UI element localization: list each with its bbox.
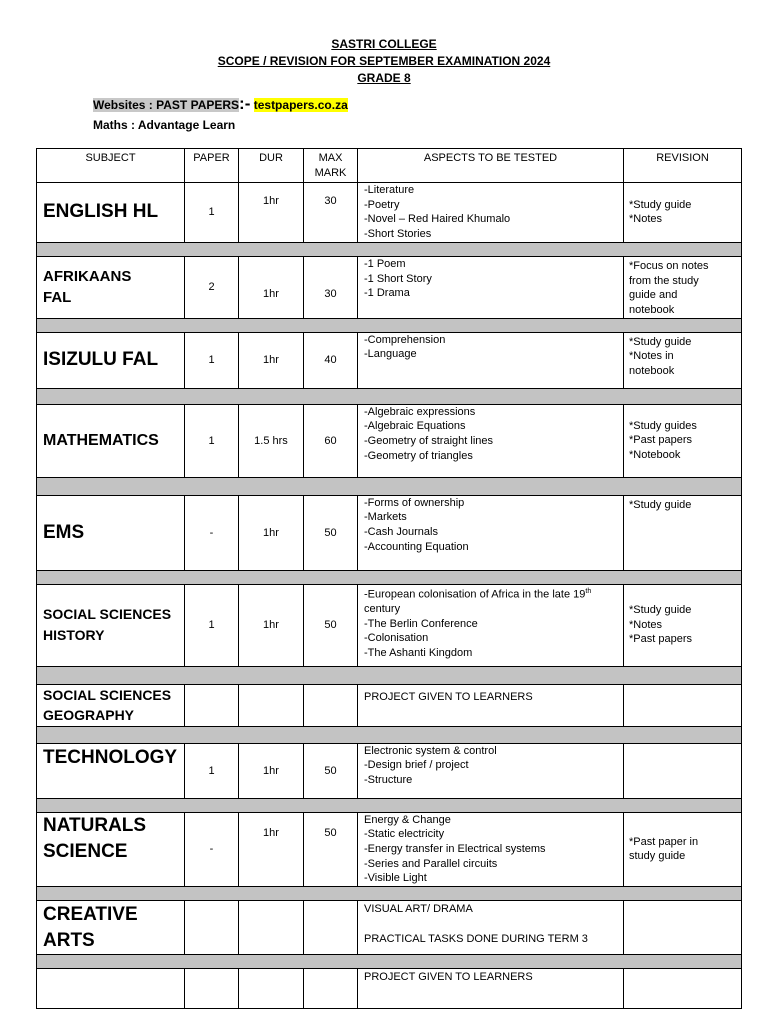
paper-cell: 1 (185, 584, 239, 666)
revision-cell: *Study guide *Notes *Past papers (624, 584, 742, 666)
dur-cell: 1hr (239, 256, 304, 318)
separator-row (37, 388, 742, 404)
separator-row (37, 570, 742, 584)
dur-cell: 1hr (239, 495, 304, 570)
header-dur: DUR (239, 149, 304, 183)
aspects-cell: -Comprehension -Language (358, 332, 624, 388)
dur-cell: 1hr (239, 332, 304, 388)
table-row (37, 404, 742, 477)
subject-cell: MATHEMATICS (37, 404, 185, 477)
scope-table (36, 148, 742, 1009)
separator-row (37, 318, 742, 332)
maths-note: Maths : Advantage Learn (93, 118, 236, 132)
subject-cell: SOCIAL SCIENCES HISTORY (37, 584, 185, 666)
paper-cell: 1 (185, 183, 239, 243)
subject-cell: SOCIAL SCIENCES GEOGRAPHY (37, 684, 185, 726)
paper-cell: 1 (185, 743, 239, 798)
revision-cell: *Study guides *Past papers *Notebook (624, 404, 742, 477)
table-row (37, 332, 742, 388)
separator-row (37, 666, 742, 684)
table-header-row (37, 149, 742, 183)
subject-cell: NATURALS SCIENCE (37, 812, 185, 887)
max-mark-cell: 50 (304, 812, 358, 887)
subject-cell: ISIZULU FAL (37, 332, 185, 388)
aspects-cell: -1 Poem -1 Short Story -1 Drama (358, 256, 624, 318)
aspects-cell: Energy & Change -Static electricity -Energy transfer in Electrical systems -Series and Parallel circuits -Visible Light (358, 812, 624, 887)
dur-cell: 1hr (239, 584, 304, 666)
paper-cell (185, 969, 239, 1009)
max-mark-cell (304, 969, 358, 1009)
subject-cell: AFRIKAANS FAL (37, 256, 185, 318)
revision-cell: *Past paper in study guide (624, 812, 742, 887)
max-mark-cell (304, 684, 358, 726)
header-revision: REVISION (624, 149, 742, 183)
subject-cell: CREATIVE ARTS (37, 901, 185, 955)
table-row (37, 743, 742, 798)
table-row (37, 969, 742, 1009)
revision-cell: *Study guide *Notes in notebook (624, 332, 742, 388)
dur-cell: 1hr (239, 183, 304, 243)
separator-row (37, 477, 742, 495)
separator-row (37, 887, 742, 901)
table-row (37, 183, 742, 243)
paper-cell: 1 (185, 404, 239, 477)
aspects-cell: VISUAL ART/ DRAMA PRACTICAL TASKS DONE DURING TERM 3 (358, 901, 624, 955)
header-aspects: ASPECTS TO BE TESTED (358, 149, 624, 183)
revision-cell (624, 901, 742, 955)
max-mark-cell: 50 (304, 495, 358, 570)
table-row (37, 812, 742, 887)
websites-separator: :- (239, 94, 251, 113)
paper-cell: - (185, 812, 239, 887)
max-mark-cell: 40 (304, 332, 358, 388)
table-row (37, 684, 742, 726)
aspects-cell: PROJECT GIVEN TO LEARNERS (358, 684, 624, 726)
separator-row (37, 242, 742, 256)
dur-cell (239, 969, 304, 1009)
separator-row (37, 798, 742, 812)
dur-cell: 1hr (239, 743, 304, 798)
table-row (37, 495, 742, 570)
paper-cell (185, 684, 239, 726)
max-mark-cell: 30 (304, 256, 358, 318)
aspects-cell: -Algebraic expressions -Algebraic Equations -Geometry of straight lines -Geometry of triangles (358, 404, 624, 477)
revision-cell: *Focus on notes from the study guide and notebook (624, 256, 742, 318)
max-mark-cell: 50 (304, 743, 358, 798)
subject-cell: TECHNOLOGY (37, 743, 185, 798)
revision-cell (624, 969, 742, 1009)
max-mark-cell (304, 901, 358, 955)
revision-cell: *Study guide *Notes (624, 183, 742, 243)
table-row (37, 256, 742, 318)
grade-label: GRADE 8 (357, 71, 411, 85)
dur-cell (239, 901, 304, 955)
header-max-mark: MAX MARK (304, 149, 358, 183)
paper-cell: - (185, 495, 239, 570)
school-name: SASTRI COLLEGE (331, 37, 437, 51)
max-mark-cell: 50 (304, 584, 358, 666)
revision-cell (624, 743, 742, 798)
dur-cell: 1hr (239, 812, 304, 887)
websites-link[interactable]: testpapers.co.za (253, 98, 348, 112)
subject-cell (37, 969, 185, 1009)
paper-cell (185, 901, 239, 955)
subject-cell: EMS (37, 495, 185, 570)
table-row (37, 584, 742, 666)
dur-cell (239, 684, 304, 726)
max-mark-cell: 30 (304, 183, 358, 243)
max-mark-cell: 60 (304, 404, 358, 477)
header-subject: SUBJECT (37, 149, 185, 183)
aspects-cell: PROJECT GIVEN TO LEARNERS (358, 969, 624, 1009)
header-paper: PAPER (185, 149, 239, 183)
separator-row (37, 955, 742, 969)
websites-label: Websites : PAST PAPERS (93, 98, 240, 112)
dur-cell: 1.5 hrs (239, 404, 304, 477)
separator-row (37, 726, 742, 743)
paper-cell: 1 (185, 332, 239, 388)
websites-line (93, 95, 348, 114)
document-title: SCOPE / REVISION FOR SEPTEMBER EXAMINATION 2024 (217, 54, 551, 68)
revision-cell: *Study guide (624, 495, 742, 570)
table-row (37, 901, 742, 955)
aspects-cell: -Forms of ownership -Markets -Cash Journals -Accounting Equation (358, 495, 624, 570)
revision-cell (624, 684, 742, 726)
aspects-cell: -Literature -Poetry -Novel – Red Haired Khumalo -Short Stories (358, 183, 624, 243)
document-header (0, 36, 768, 87)
paper-cell: 2 (185, 256, 239, 318)
subject-cell: ENGLISH HL (37, 183, 185, 243)
aspects-cell: Electronic system & control -Design brief / project -Structure (358, 743, 624, 798)
aspects-cell: -European colonisation of Africa in the late 19th century -The Berlin Conference -Colonisation -The Ashanti Kingdom (358, 584, 624, 666)
